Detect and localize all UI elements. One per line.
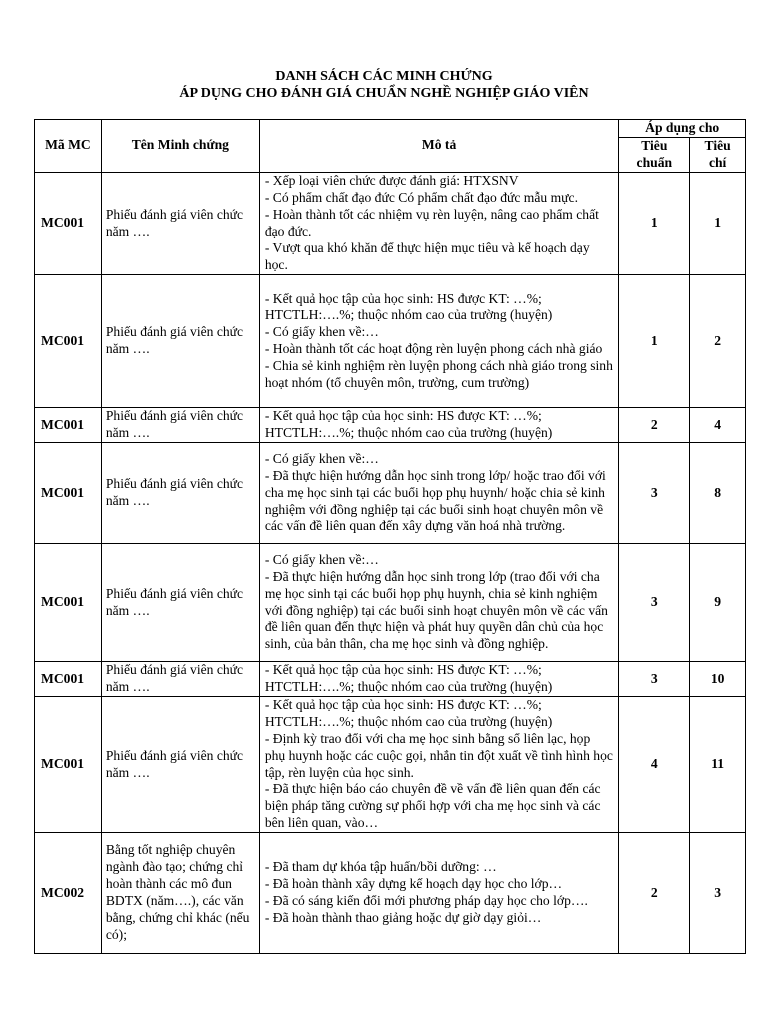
standard-number: 1 <box>619 172 690 274</box>
description-line: - Định kỳ trao đổi với cha mẹ học sinh bằng sổ liên lạc, họp phụ huynh hoặc các cuộc gọi, nhắn tin đột xuất về tình hình học tập, rèn luyện của học sinh. <box>264 730 613 780</box>
description-line: - Vượt qua khó khăn để thực hiện mục tiêu và kế hoạch dạy học. <box>264 240 590 273</box>
evidence-name: Phiếu đánh giá viên chức năm …. <box>101 696 259 832</box>
criterion-number: 4 <box>690 408 746 443</box>
evidence-description <box>259 443 619 544</box>
description-line: - Kết quả học tập của học sinh: HS được KT: …%; HTCTLH:….%; thuộc nhóm cao của trường (huyện) <box>264 696 553 729</box>
evidence-description <box>259 662 619 697</box>
evidence-code: MC001 <box>35 696 102 832</box>
description-line: - Có phẩm chất đạo đức Có phẩm chất đạo đức mẫu mực. <box>264 189 578 205</box>
table-row <box>35 443 746 544</box>
evidence-description <box>259 172 619 274</box>
evidence-name: Phiếu đánh giá viên chức năm …. <box>101 443 259 544</box>
description-line: - Xếp loại viên chức được đánh giá: HTXSNV <box>264 172 519 188</box>
evidence-code: MC001 <box>35 443 102 544</box>
criterion-number: 10 <box>690 662 746 697</box>
evidence-code: MC002 <box>35 833 102 954</box>
evidence-code: MC001 <box>35 275 102 408</box>
criterion-number: 11 <box>690 696 746 832</box>
description-line: - Có giấy khen về:… <box>264 551 379 567</box>
table-row <box>35 275 746 408</box>
standard-number: 4 <box>619 696 690 832</box>
evidence-code: MC001 <box>35 408 102 443</box>
criterion-number: 3 <box>690 833 746 954</box>
criterion-number: 1 <box>690 172 746 274</box>
header-standard: Tiêu chuẩn <box>619 138 690 173</box>
description-line: - Đã thực hiện hướng dẫn học sinh trong lớp (trao đổi với cha mẹ học sinh tại các buổi họp phụ huynh, chia sẻ kinh nghiệm với đồng nghiệp) tại các buổi sinh hoạt chuyên môn về các vấn đề liên quan đến thực hiện và phát huy quyền dân chủ của học sinh, của bản thân, cha mẹ học sinh và đồng nghiệp. <box>264 568 608 652</box>
table-body <box>35 172 746 953</box>
criterion-number: 8 <box>690 443 746 544</box>
header-name: Tên Minh chứng <box>101 120 259 173</box>
header-code: Mã MC <box>35 120 102 173</box>
description-line: - Đã thực hiện báo cáo chuyên đề về vấn đề liên quan đến các biện pháp tăng cường sự phối hợp với cha mẹ học sinh và các bên liên quan, vào… <box>264 781 601 831</box>
standard-number: 2 <box>619 408 690 443</box>
evidence-table <box>34 119 746 954</box>
description-line: - Chia sẻ kinh nghiệm rèn luyện phong cách nhà giáo trong sinh hoạt nhóm (tổ chuyên môn, trường, cum trường) <box>264 358 613 391</box>
standard-number: 3 <box>619 662 690 697</box>
description-line: - Kết quả học tập của học sinh: HS được KT: …%; HTCTLH:….%; thuộc nhóm cao của trường (huyện) <box>264 290 553 323</box>
evidence-description <box>259 833 619 954</box>
description-line: - Đã thực hiện hướng dẫn học sinh trong lớp/ hoặc trao đổi với cha mẹ học sinh tại các buổi họp phụ huynh/ hoặc chia sẻ kinh nghiệm với đồng nghiệp tại các buổi sinh hoạt chuyên môn về các vấn đề liên quan đến xây dựng văn hoá nhà trường. <box>264 467 606 534</box>
standard-number: 3 <box>619 443 690 544</box>
evidence-name: Phiếu đánh giá viên chức năm …. <box>101 662 259 697</box>
title-line-1: DANH SÁCH CÁC MINH CHỨNG <box>275 69 493 84</box>
standard-number: 2 <box>619 833 690 954</box>
table-row <box>35 662 746 697</box>
title-line-2: ÁP DỤNG CHO ĐÁNH GIÁ CHUẨN NGHỀ NGHIỆP GIÁO VIÊN <box>179 86 589 101</box>
header-description: Mô tả <box>259 120 619 173</box>
evidence-name: Bằng tốt nghiệp chuyên ngành đào tạo; chứng chỉ hoàn thành các mô đun BDTX (năm….), các văn bằng, chứng chỉ khác (nếu có); <box>101 833 259 954</box>
evidence-description <box>259 696 619 832</box>
description-line: - Hoàn thành tốt các nhiệm vụ rèn luyện, nâng cao phẩm chất đạo đức. <box>264 206 599 239</box>
header-applies: Áp dụng cho <box>619 120 746 138</box>
evidence-name: Phiếu đánh giá viên chức năm …. <box>101 275 259 408</box>
evidence-description <box>259 408 619 443</box>
standard-number: 1 <box>619 275 690 408</box>
table-row <box>35 172 746 274</box>
evidence-name: Phiếu đánh giá viên chức năm …. <box>101 544 259 662</box>
evidence-name: Phiếu đánh giá viên chức năm …. <box>101 408 259 443</box>
evidence-code: MC001 <box>35 544 102 662</box>
description-line: - Đã hoàn thành xây dựng kế hoạch dạy học cho lớp… <box>264 876 563 892</box>
criterion-number: 9 <box>690 544 746 662</box>
description-line: - Có giấy khen về:… <box>264 324 379 340</box>
header-criterion: Tiêu chí <box>690 138 746 173</box>
description-line: - Có giấy khen về:… <box>264 450 379 466</box>
standard-number: 3 <box>619 544 690 662</box>
table-row <box>35 833 746 954</box>
description-line: - Đã có sáng kiến đổi mới phương pháp dạy học cho lớp…. <box>264 893 588 909</box>
evidence-description <box>259 275 619 408</box>
description-line: - Đã tham dự khóa tập huấn/bồi dưỡng: … <box>264 859 497 875</box>
criterion-number: 2 <box>690 275 746 408</box>
description-line: - Đã hoàn thành thao giảng hoặc dự giờ dạy giỏi… <box>264 910 542 926</box>
evidence-code: MC001 <box>35 172 102 274</box>
evidence-name: Phiếu đánh giá viên chức năm …. <box>101 172 259 274</box>
table-row <box>35 544 746 662</box>
description-line: - Kết quả học tập của học sinh: HS được KT: …%; HTCTLH:….%; thuộc nhóm cao của trường (huyện) <box>264 408 553 441</box>
evidence-description <box>259 544 619 662</box>
description-line: - Kết quả học tập của học sinh: HS được KT: …%; HTCTLH:….%; thuộc nhóm cao của trường (huyện) <box>264 662 553 694</box>
table-row <box>35 408 746 443</box>
evidence-code: MC001 <box>35 662 102 697</box>
table-row <box>35 696 746 832</box>
document-title <box>0 68 768 102</box>
description-line: - Hoàn thành tốt các hoạt động rèn luyện phong cách nhà giáo <box>264 341 603 357</box>
